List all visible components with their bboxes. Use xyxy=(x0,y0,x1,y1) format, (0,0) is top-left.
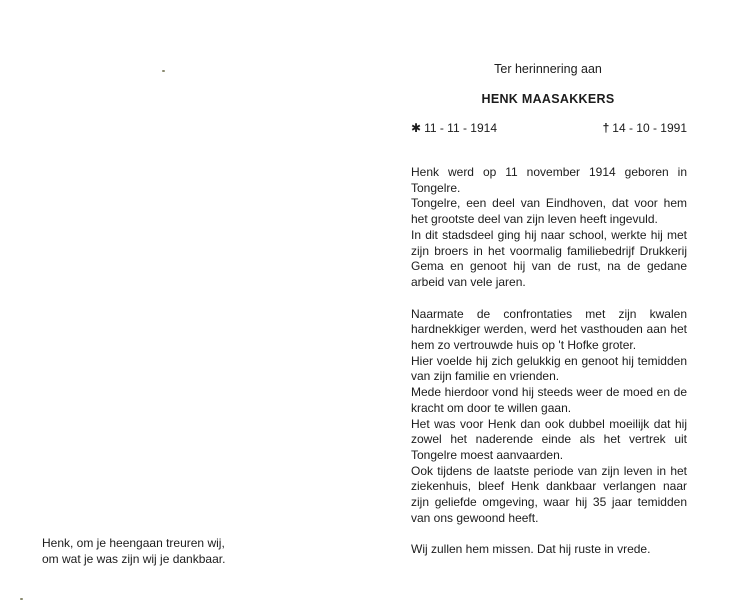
paper-speck xyxy=(162,70,165,72)
birth-star-icon: ✱ xyxy=(411,121,422,135)
intro-line: Ter herinnering aan xyxy=(494,62,602,76)
birth-date-text: 11 - 11 - 1914 xyxy=(424,121,497,135)
death-date xyxy=(603,121,687,135)
paragraph: In dit stadsdeel ging hij naar school, werkte hij met zijn broers in het voormalig familiebedrijf Drukkerij Gema en genoot hij van de rust, na de gedane arbeid van vele jaren. xyxy=(411,227,687,289)
death-cross-icon: † xyxy=(602,121,610,135)
paragraph: Hier voelde hij zich gelukkig en genoot hij temidden van zijn familie en vrienden. xyxy=(411,353,687,384)
biography xyxy=(411,165,687,558)
paragraph: Mede hierdoor vond hij steeds weer de moed en de kracht om door te willen gaan. xyxy=(411,385,687,415)
farewell-verse xyxy=(42,536,225,567)
paragraph-gap xyxy=(411,291,687,307)
paper-speck xyxy=(20,598,23,600)
paragraph-gap xyxy=(411,526,687,542)
farewell-line-1: Henk, om je heengaan treuren wij, xyxy=(42,536,225,550)
birth-date xyxy=(411,121,497,135)
paragraph: Het was voor Henk dan ook dubbel moeilijk dat hij zowel het naderende einde als het vertrek uit Tongelre moest aanvaarden. xyxy=(411,416,687,462)
deceased-name: HENK MAASAKKERS xyxy=(481,92,615,106)
death-date-text: 14 - 10 - 1991 xyxy=(612,121,687,135)
farewell-line-2: om wat je was zijn wij je dankbaar. xyxy=(42,551,226,566)
paragraph: Ook tijdens de laatste periode van zijn leven in het ziekenhuis, bleef Henk dankbaar verlangen naar zijn geliefde omgeving, waar hij 35 jaar temidden van ons gewoond heeft. xyxy=(411,463,687,525)
paragraph: Naarmate de confrontaties met zijn kwalen hardnekkiger werden, werd het vasthouden aan het hem zo vertrouwde huis op 't Hofke groter. xyxy=(411,306,687,353)
closing-line: Wij zullen hem missen. Dat hij ruste in vrede. xyxy=(411,542,651,557)
paragraph: Henk werd op 11 november 1914 geboren in Tongelre. xyxy=(411,165,687,195)
paragraph: Tongelre, een deel van Eindhoven, dat voor hem het grootste deel van zijn leven heeft ingevuld. xyxy=(411,196,687,227)
